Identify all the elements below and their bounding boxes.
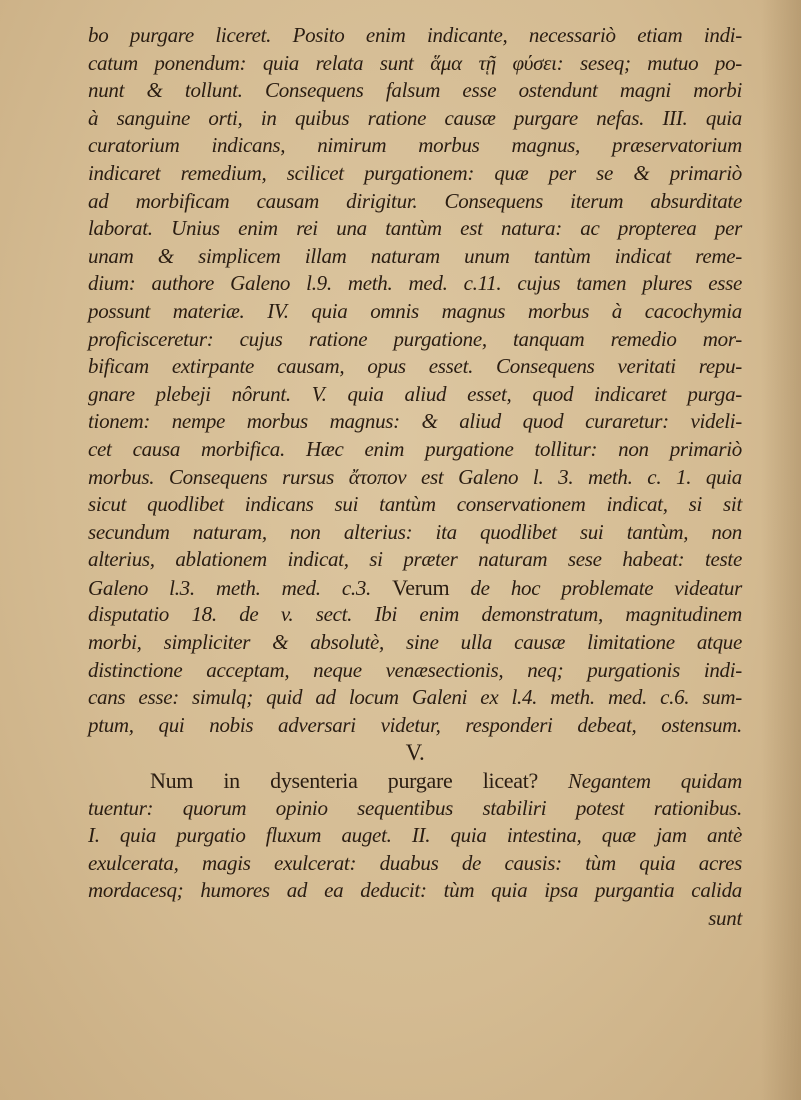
text-line: [88, 601, 742, 629]
text-line: [88, 381, 742, 409]
text-line: [88, 712, 742, 740]
text-segment: secundum naturam, non alterius: ita quodlibet sui tantùm, non: [88, 519, 742, 544]
section-question: Num in dysenteria purgare liceat?: [150, 768, 539, 794]
document-page: [88, 22, 742, 933]
text-segment: Negantem quidam: [538, 769, 742, 794]
text-line: [88, 684, 742, 712]
text-segment: à sanguine orti, in quibus ratione causæ purgare nefas. III. quia: [88, 105, 742, 130]
text-segment: cet causa morbifica. Hæc enim purgatione tollitur: non primariò: [88, 436, 742, 461]
text-line: [88, 877, 742, 905]
text-line: [88, 50, 742, 78]
text-segment: sicut quodlibet indicans sui tantùm conservationem indicat, si sit: [88, 492, 742, 517]
text-segment: exulcerata, magis exulcerat: duabus de causis: tùm quia acres: [88, 850, 742, 875]
text-segment: laborat. Unius enim rei una tantùm est natura: ac propterea per: [88, 216, 742, 241]
text-segment: mordacesq; humores ad ea deducit: tùm quia ipsa purgantia calida: [88, 878, 742, 903]
text-segment: nunt & tollunt. Consequens falsum esse ostendunt magni morbi: [88, 78, 742, 103]
text-segment: bo purgare liceret. Posito enim indicante, necessariò etiam indi-: [88, 23, 742, 47]
text-segment: alterius, ablationem indicat, si præter naturam sese habeat: teste: [88, 547, 742, 572]
text-line: [88, 298, 742, 326]
text-line: [88, 491, 742, 519]
text-segment: bificam extirpante causam, opus esset. Consequens veritati repu-: [88, 354, 742, 379]
text-segment: unam & simplicem illam naturam unum tantùm indicat reme-: [88, 243, 742, 268]
text-line: [88, 767, 742, 795]
text-segment: morbi, simpliciter & absolutè, sine ulla causæ limitatione atque: [88, 630, 742, 655]
text-line: [88, 77, 742, 105]
section-number: V.: [405, 740, 425, 766]
text-line: [88, 436, 742, 464]
text-line: [88, 105, 742, 133]
text-line: [88, 629, 742, 657]
text-segment: gnare plebeji nôrunt. V. quia aliud esset, quod indicaret purga-: [88, 381, 742, 406]
text-segment: Galeno l.3. meth. med. c.3.: [88, 575, 393, 600]
text-line: [88, 574, 742, 602]
text-segment: disputatio 18. de v. sect. Ibi enim demonstratum, magnitudinem: [88, 602, 742, 627]
roman-text-segment: Verum: [392, 574, 450, 600]
text-segment: ad morbificam causam dirigitur. Consequens iterum absurditate: [88, 188, 742, 213]
text-line: [88, 160, 742, 188]
text-line: [88, 657, 742, 685]
text-segment: I. quia purgatio fluxum auget. II. quia intestina, quæ jam antè: [88, 823, 742, 848]
text-line: [88, 243, 742, 271]
text-line: [88, 519, 742, 547]
catchword: sunt: [708, 906, 742, 930]
text-line: [88, 270, 742, 298]
text-segment: morbus. Consequens rursus ἄτοπον est Galeno l. 3. meth. c. 1. quia: [88, 464, 742, 489]
text-line: [88, 546, 742, 574]
text-segment: tuentur: quorum opinio sequentibus stabiliri potest rationibus.: [88, 795, 742, 820]
text-segment: curatorium indicans, nimirum morbus magnus, præservatorium: [88, 133, 742, 158]
text-segment: cans esse: simulq; quid ad locum Galeni ex l.4. meth. med. c.6. sum-: [88, 685, 742, 710]
text-segment: possunt materiæ. IV. quia omnis magnus morbus à cacochymia: [88, 298, 742, 323]
text-line: [88, 408, 742, 436]
text-segment: indicaret remedium, scilicet purgationem: quæ per se & primariò: [88, 160, 742, 185]
text-segment: distinctione acceptam, neque venæsectionis, neq; purgationis indi-: [88, 657, 742, 682]
text-line: [88, 850, 742, 878]
text-segment: catum ponendum: quia relata sunt ἅμα τῇ φύσει: seseq; mutuo po-: [88, 50, 742, 75]
text-line: [88, 22, 742, 50]
text-line: [88, 215, 742, 243]
text-line: [88, 822, 742, 850]
page-edge-shadow: [761, 0, 801, 1100]
text-segment: de hoc problemate videatur: [449, 575, 742, 600]
text-line: [88, 188, 742, 216]
text-segment: ptum, qui nobis adversari videtur, responderi debeat, ostensum.: [88, 712, 742, 737]
text-line: [88, 326, 742, 354]
text-segment: proficisceretur: cujus ratione purgatione, tanquam remedio mor-: [88, 326, 742, 351]
text-line: [88, 464, 742, 492]
text-line: [88, 132, 742, 160]
text-segment: tionem: nempe morbus magnus: & aliud quod curaretur: videli-: [88, 409, 742, 434]
text-line: [88, 353, 742, 381]
text-line: [88, 795, 742, 823]
text-segment: dium: authore Galeno l.9. meth. med. c.11. cujus tamen plures esse: [88, 271, 742, 296]
